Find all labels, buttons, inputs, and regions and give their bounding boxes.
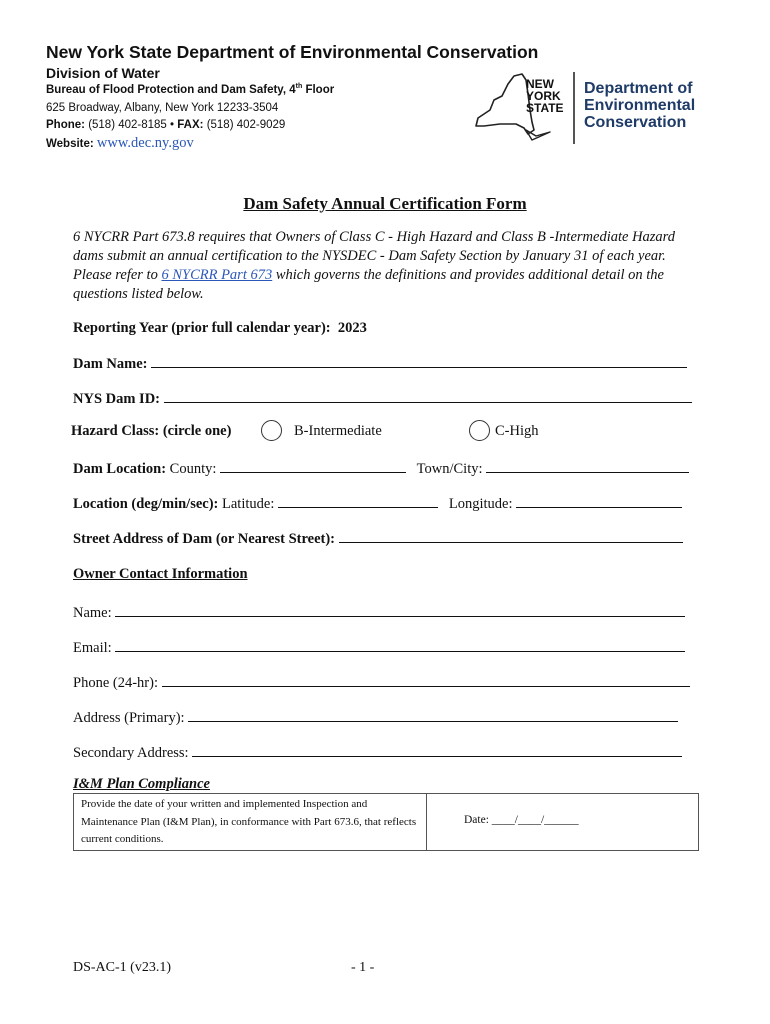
im-plan-table [73,793,699,851]
page-number: - 1 - [351,960,375,975]
reporting-year-value: 2023 [337,320,367,336]
dec-line-2: Environmental [584,97,696,114]
logo-divider [573,72,575,144]
street-address-label: Street Address of Dam (or Nearest Street): [73,531,336,547]
owner-phone-row [73,672,690,692]
owner-name-label: Name: [73,605,112,621]
im-plan-description: Provide the date of your written and implemented Inspection and Maintenance Plan (I&M Plan), in conformance with Part 673.6, that reflects current conditions. [81,798,417,845]
ny-word-state: STATE [526,101,564,115]
im-plan-section-title: I&M Plan Compliance [73,776,210,792]
fax-number: (518) 402-9029 [206,119,286,131]
town-city-field[interactable] [486,458,689,473]
hazard-option-b-label: B-Intermediate [294,423,382,439]
owner-section-title: Owner Contact Information [73,566,248,582]
im-plan-description-cell [74,794,427,850]
website-link[interactable]: www.dec.ny.gov [96,135,194,151]
dec-line-1: Department of [584,80,693,97]
bureau-floor-suffix: th [295,83,303,90]
latitude-field[interactable] [278,493,438,508]
longitude-field[interactable] [516,493,682,508]
owner-phone-field[interactable] [162,672,690,687]
owner-address-label: Address (Primary): [73,710,185,726]
ny-state-wordmark [526,78,564,114]
intro-paragraph [73,228,693,304]
longitude-label: Longitude: [448,496,513,512]
street-address-row [73,528,683,548]
im-plan-date-field[interactable] [464,814,579,826]
owner-phone-label: Phone (24-hr): [73,675,158,691]
bureau-name [46,83,334,96]
separator-bullet: • [170,119,175,131]
dam-location-row [73,458,689,478]
reporting-year-row [73,320,367,337]
contact-numbers [46,119,285,131]
owner-address-field[interactable] [188,707,678,722]
town-city-label: Town/City: [416,461,483,477]
coordinates-row [73,493,682,513]
street-address-field[interactable] [339,528,683,543]
dam-name-field[interactable] [151,353,687,368]
dam-id-field[interactable] [164,388,692,403]
owner-address-row [73,707,678,727]
intro-text-start: 6 NYCRR Part 673.8 requires that Owners of Class C - High Hazard and Class B -Intermediate Hazard dams submit an annual certification to the NYSDEC - Dam Safety Section by January 31 of each year. Please refer to [73,229,676,283]
nycrr-part-673-link[interactable]: 6 NYCRR Part 673 [161,267,273,283]
owner-name-row [73,602,685,622]
website-line [46,135,194,152]
nys-dec-logo [470,70,730,150]
hazard-class-label: Hazard Class: (circle one) [71,423,232,439]
owner-secondary-address-row [73,742,682,762]
form-version-id: DS-AC-1 (v23.1) [73,960,171,975]
form-title: Dam Safety Annual Certification Form [243,194,527,213]
hazard-b-intermediate-radio[interactable] [261,420,282,441]
dam-location-label: Dam Location: [73,461,167,477]
latitude-label: Latitude: [222,496,275,512]
dam-name-label: Dam Name: [73,356,148,372]
dec-line-3: Conservation [584,114,687,131]
bureau-text: Bureau of Flood Protection and Dam Safety, 4 [46,83,296,96]
phone-label: Phone: [46,119,85,131]
owner-email-row [73,637,685,657]
website-label: Website: [46,138,94,150]
ny-word-york: YORK [526,89,561,103]
office-address: 625 Broadway, Albany, New York 12233-3504 [46,102,279,114]
dec-wordmark [584,80,695,131]
fax-label: FAX: [177,119,204,131]
dam-id-label: NYS Dam ID: [73,391,160,407]
owner-email-label: Email: [73,640,112,656]
im-plan-date-blanks: ____/____/______ [491,814,579,826]
intro-text-end: which governs the definitions and provides additional detail on the questions listed below. [73,267,664,302]
county-label: County: [169,461,217,477]
owner-secondary-address-field[interactable] [192,742,682,757]
county-field[interactable] [220,458,406,473]
dam-id-row [73,388,692,408]
phone-number: (518) 402-8185 [88,119,167,131]
division-name: Division of Water [46,65,160,81]
bureau-floor-label: Floor [302,83,335,96]
coordinates-label: Location (deg/min/sec): [73,496,219,512]
owner-email-field[interactable] [115,637,685,652]
ny-word-new: NEW [526,77,554,91]
owner-name-field[interactable] [115,602,685,617]
agency-name: New York State Department of Environmental Conservation [46,42,539,62]
hazard-c-high-radio[interactable] [469,420,490,441]
im-plan-date-label: Date: [464,814,489,826]
dam-name-row [73,353,687,373]
owner-secondary-address-label: Secondary Address: [73,745,189,761]
hazard-option-c-label: C-High [495,423,539,439]
reporting-year-label: Reporting Year (prior full calendar year): [73,320,331,336]
